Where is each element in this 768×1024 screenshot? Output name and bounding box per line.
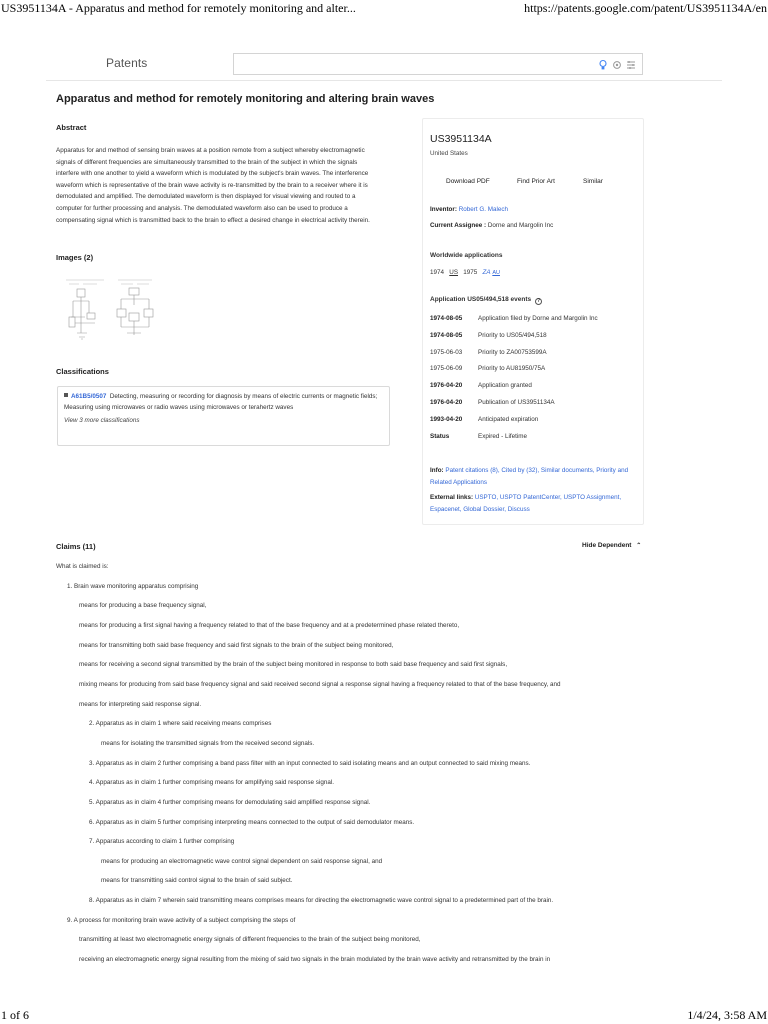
assignee-value: Dorne and Margolin Inc	[487, 222, 554, 229]
claim-line: means for isolating the transmitted signals from the received second signals.	[101, 739, 315, 747]
inventor-link[interactable]: Robert G. Malech	[458, 206, 509, 213]
worldwide-year: 1975	[463, 269, 478, 276]
event-date: 1974-08-05	[430, 315, 463, 322]
print-header-title: US3951134A - Apparatus and method for remotely monitoring and alter...	[1, 1, 356, 15]
patent-drawing-thumbnail[interactable]	[63, 277, 107, 343]
patent-drawing-thumbnail[interactable]	[113, 277, 157, 343]
event-date: 1976-04-20	[430, 399, 463, 406]
classification-box	[57, 386, 390, 446]
event-text: Anticipated expiration	[478, 416, 539, 423]
claim-line: receiving an electromagnetic energy signal resulting from the mixing of said two signals in the brain modulated by the brain wave activity and retransmitted by the brain in	[79, 956, 551, 963]
claim-line: 7. Apparatus according to claim 1 further comprising	[89, 838, 235, 846]
abstract-text: Apparatus for and method of sensing brain waves at a position remote from a subject whereby electromagnetic signals of different frequencies are simultaneously transmitted to the brain of the subject in which the signals interfere with one another to yield a waveform which is modulated by the subject's brain waves. The interference waveform which is representative of the brain wave activity is re-transmitted by the brain to a receiver where it is demodulated and amplified. The demodulated waveform is then displayed for visual viewing and routed to a computer for further processing and analysis. The demodulated waveform also can be used to produce a compensating signal which is transmitted back to the brain to effect a desired change in electrical activity therein.	[56, 147, 370, 224]
claim-line: transmitting at least two electromagnetic energy signals of different frequencies to the brain of the subject being monitored,	[79, 936, 421, 944]
claim-line: 9. A process for monitoring brain wave activity of a subject comprising the steps of	[67, 916, 296, 924]
claim-line: means for producing a first signal having a frequency related to that of the base frequency and at a predetermined phase related thereto,	[79, 622, 460, 629]
search-actions	[598, 57, 636, 71]
patent-country: United States	[430, 150, 468, 157]
event-date: 1975-06-03	[430, 349, 463, 356]
external-links-text[interactable]: USPTO, USPTO PatentCenter, USPTO Assignment, Espacenet, Global Dossier, Discuss	[430, 494, 622, 513]
claim-line: 1. Brain wave monitoring apparatus comprising	[67, 582, 199, 590]
event-date: 1993-04-20	[430, 416, 463, 423]
classification-entry	[64, 392, 383, 413]
info-links	[430, 465, 635, 489]
lightbulb-icon[interactable]	[598, 58, 608, 70]
claim-line: 4. Apparatus as in claim 1 further comprising means for amplifying said response signal.	[89, 779, 334, 787]
event-text: Priority to US05/494,518	[478, 332, 547, 339]
event-text: Application granted	[478, 382, 532, 389]
top-bar	[46, 48, 722, 81]
classifications-heading: Classifications	[56, 367, 109, 376]
claim-line: 8. Apparatus as in claim 7 wherein said transmitting means comprises means for directing the electromagnetic wave control signal to a predetermined part of the brain.	[89, 897, 554, 904]
print-timestamp: 1/4/24, 3:58 AM	[687, 1008, 767, 1022]
claim-line: means for producing a base frequency signal,	[79, 602, 207, 610]
bullet-icon	[64, 393, 68, 397]
claim-line: means for receiving a second signal transmitted by the brain of the subject being monitored in response to both said base frequency and said first signals,	[79, 661, 508, 669]
print-header	[0, 1, 768, 17]
classification-text: Detecting, measuring or recording for diagnosis by means of electric currents or magnetic fields; Measuring using microwaves or radio waves using microwaves or terahertz waves	[64, 393, 378, 411]
event-date: Status	[430, 433, 450, 440]
print-header-url: https://patents.google.com/patent/US3951134A/en	[524, 1, 767, 15]
claim-line: means for transmitting said control signal to the brain of said subject.	[101, 877, 293, 885]
worldwide-heading: Worldwide applications	[430, 252, 503, 259]
help-icon[interactable]: ?	[536, 298, 540, 304]
claim-line: means for producing an electromagnetic wave control signal dependent on said response signal, and	[101, 857, 383, 865]
hide-dependent-label: Hide Dependent	[582, 542, 632, 549]
images-heading: Images (2)	[56, 253, 94, 262]
patent-title: Apparatus and method for remotely monitoring and altering brain waves	[56, 93, 435, 105]
view-more-classifications-link[interactable]: View 3 more classifications	[64, 417, 140, 424]
event-text: Application filed by Dorne and Margolin Inc	[478, 315, 598, 322]
similar-button[interactable]: Similar	[583, 178, 603, 185]
download-pdf-button[interactable]: Download PDF	[446, 178, 490, 185]
event-text: Expired - Lifetime	[478, 433, 527, 440]
hide-dependent-toggle[interactable]	[582, 542, 641, 549]
inventor-row	[430, 206, 508, 213]
print-footer	[0, 1008, 768, 1024]
search-input[interactable]	[233, 53, 643, 75]
worldwide-country-link[interactable]: ZA	[482, 269, 491, 276]
worldwide-country-link[interactable]: AU	[492, 270, 500, 276]
claim-line: 2. Apparatus as in claim 1 where said receiving means comprises	[89, 720, 272, 728]
claim-line: What is claimed is:	[56, 563, 109, 570]
event-date: 1976-04-20	[430, 382, 463, 389]
external-links	[430, 492, 635, 516]
event-text: Priority to AU81950/75A	[478, 365, 546, 372]
worldwide-year: 1974	[430, 269, 445, 276]
claim-line: 5. Apparatus as in claim 4 further comprising means for demodulating said amplified response signal.	[89, 798, 371, 806]
event-text: Publication of US3951134A	[478, 399, 555, 406]
accessibility-icon[interactable]	[612, 58, 622, 70]
claim-line: mixing means for producing from said base frequency signal and said received second signal a response signal having a frequency related to that of the base frequency, and	[79, 680, 561, 688]
claim-line: means for transmitting both said base frequency and said first signals to the brain of the subject being monitored,	[79, 641, 394, 649]
event-date: 1975-06-09	[430, 365, 463, 372]
filter-icon[interactable]	[626, 58, 636, 70]
patent-info-card	[422, 118, 644, 525]
worldwide-applications	[430, 269, 500, 276]
abstract-heading: Abstract	[56, 123, 87, 132]
claims-heading: Claims (11)	[56, 542, 96, 551]
assignee-label: Current Assignee :	[430, 222, 487, 229]
claim-line: 3. Apparatus as in claim 2 further comprising a band pass filter with an input connected to said isolating means and an output connected to said mixing means.	[89, 759, 531, 767]
assignee-row	[430, 222, 553, 229]
find-prior-art-button[interactable]: Find Prior Art	[517, 178, 555, 185]
page-counter: 1 of 6	[1, 1008, 29, 1022]
chevron-up-icon: ⌃	[636, 543, 642, 549]
patent-number: US3951134A	[430, 133, 492, 145]
event-date: 1974-08-05	[430, 332, 463, 339]
events-heading: Application US05/494,518 events	[430, 296, 532, 303]
info-links-text[interactable]: Patent citations (8), Cited by (32), Similar documents, Priority and Related Applications	[430, 467, 629, 486]
info-label: Info:	[430, 467, 444, 474]
inventor-label: Inventor:	[430, 206, 457, 213]
classification-code[interactable]: A61B5/0507	[71, 393, 107, 400]
event-text: Priority to ZA00753599A	[478, 349, 547, 356]
claim-line: 6. Apparatus as in claim 5 further comprising interpreting means connected to the output of said demodulator means.	[89, 818, 415, 826]
worldwide-country-link[interactable]: US	[449, 269, 459, 276]
external-links-label: External links:	[430, 494, 474, 501]
claim-line: means for interpreting said response signal.	[79, 700, 202, 708]
patents-logo[interactable]: Patents	[106, 56, 148, 70]
events-heading-row	[430, 296, 542, 305]
